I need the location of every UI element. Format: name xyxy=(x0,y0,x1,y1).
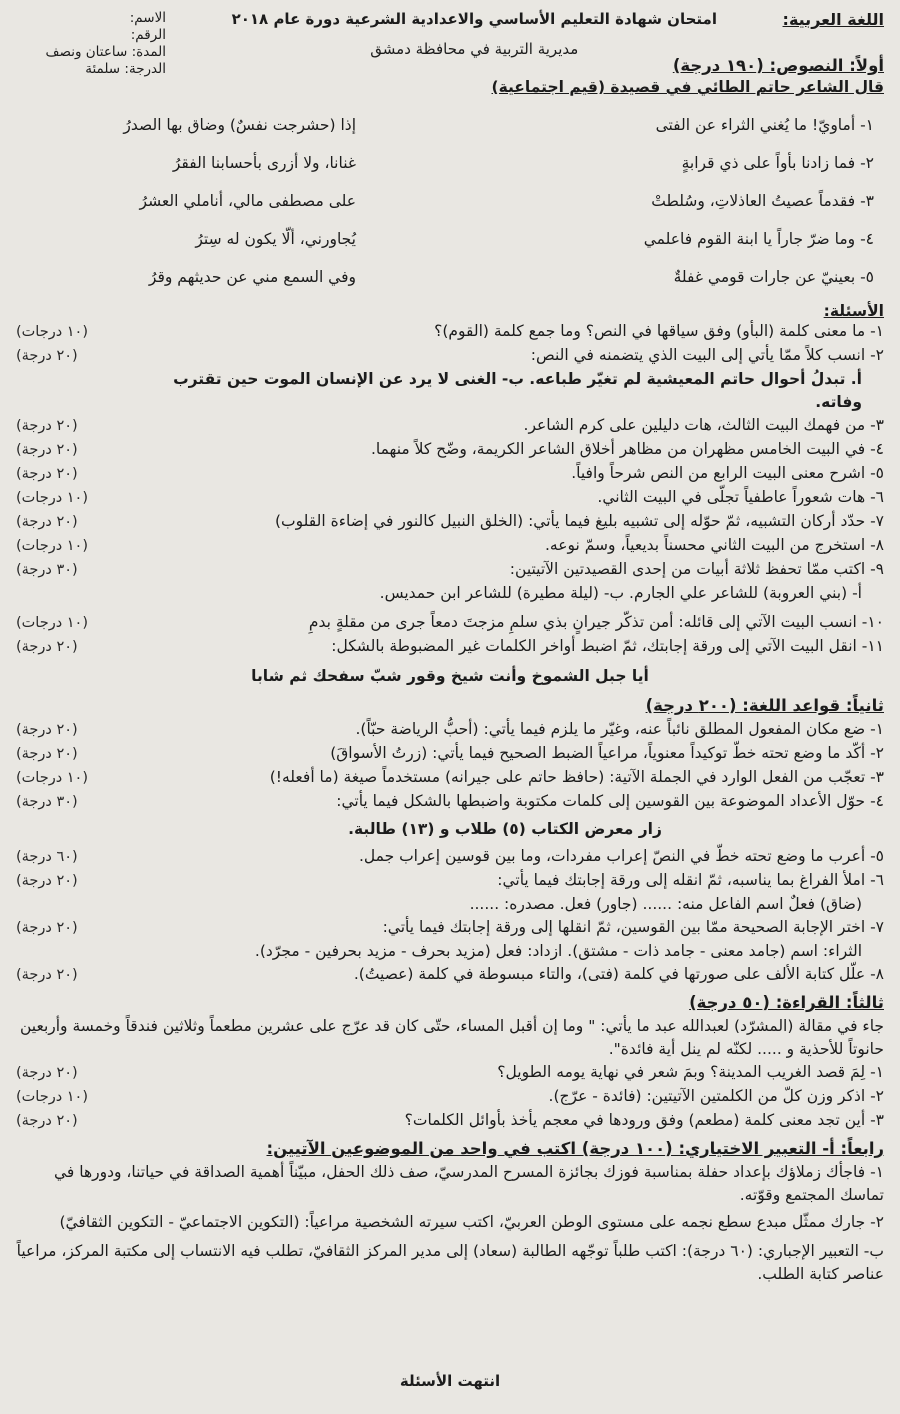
question-mark: (٢٠ درجة) xyxy=(16,348,78,364)
question-mark: (٢٠ درجة) xyxy=(16,639,78,655)
question-mark: (٢٠ درجة) xyxy=(16,466,78,482)
question: ٥- أعرب ما وضع تحته خطّ في النصّ إعراب مفردات، وما بين قوسين إعراب جمل. xyxy=(358,847,884,865)
verse-first-half: ٥- بعينيّ عن جارات قومي غفلةٌ xyxy=(673,268,874,286)
question-mark: (١٠ درجات) xyxy=(16,490,89,506)
question: ١١- انقل البيت الآتي إلى ورقة إجابتك، ثمّ اضبط أواخر الكلمات غير المضبوطة بالشكل: xyxy=(331,637,884,655)
question-mark: (١٠ درجات) xyxy=(16,770,89,786)
final-verse: أيا جبل الشموخ وأنت شيخ وقور شبّ سفحك ثم شابا xyxy=(251,667,649,685)
question-mark: (٢٠ درجة) xyxy=(16,1113,78,1129)
section3-title: ثالثاً: القراءة: (٥٠ درجة) xyxy=(689,993,884,1012)
question-mark: (٢٠ درجة) xyxy=(16,514,78,530)
question: ٣- أين تجد معنى كلمة (مطعم) وفق ورودها في معجم يأخذ بأوائل الكلمات؟ xyxy=(404,1111,884,1129)
section1-intro: قال الشاعر حاتم الطائي في قصيدة (قيم اجتماعية) xyxy=(491,78,884,96)
verse xyxy=(26,220,874,258)
section1-questions xyxy=(16,320,884,659)
subject-block xyxy=(783,10,884,30)
field-duration: المدة: ساعتان ونصف xyxy=(45,44,167,60)
verse-second-half: غنانا، ولا أزرى بأحسابنا الفقرُ xyxy=(172,154,356,172)
verse-second-half: على مصطفى مالي، أناملي العشرُ xyxy=(139,192,356,210)
verse-first-half: ٤- وما ضرّ جاراً يا ابنة القوم فاعلمي xyxy=(643,230,874,248)
question: ٦- هات شعوراً عاطفياً تجلّى في البيت الثاني. xyxy=(597,488,884,506)
field-mark: الدرجة: سلمئة xyxy=(85,61,167,77)
question: ٨- استخرج من البيت الثاني محسناً بديعياً، وسمّ نوعه. xyxy=(544,536,884,554)
question-mark: (٦٠ درجة) xyxy=(16,849,78,865)
mandatory-essay: ب- التعبير الإجباري: (٦٠ درجة): اكتب طلباً توجّهه الطالبة (سعاد) إلى مدير المركز الثقافيّ، تطلب فيه الانتساب إلى مكتبة المركز، مراعياً عناصر كتابة الطلب. xyxy=(16,1242,884,1283)
verse-second-half: إذا (حشرجت نفسٌ) وضاق بها الصدرُ xyxy=(123,116,356,134)
title-block xyxy=(232,10,717,58)
question-mark: (١٠ درجات) xyxy=(16,615,89,631)
question-mark: (١٠ درجات) xyxy=(16,324,89,340)
question-sub: أ- (بني العروبة) للشاعر علي الجارم. ب- (ليلة مطيرة) للشاعر ابن حمديس. xyxy=(379,584,862,602)
directorate: مديرية التربية في محافظة دمشق xyxy=(370,40,579,58)
section1-title: أولاً: النصوص: (١٩٠ درجة) xyxy=(672,56,884,75)
poem xyxy=(26,106,874,296)
verse xyxy=(26,106,874,144)
verse xyxy=(26,258,874,296)
question-mark: (١٠ درجات) xyxy=(16,538,89,554)
question-sub: أ. تبدلُ أحوال حاتم المعيشية لم تغيّر طباعه. ب- الغنى لا يرد عن الإنسان الموت حين تقترب وفاته. xyxy=(173,370,862,411)
question-mark: (٣٠ درجة) xyxy=(16,794,78,810)
question: ٨- علّل كتابة الألف على صورتها في كلمة (فتى)، والتاء مبسوطة في كلمة (عصيتُ). xyxy=(353,965,884,983)
question: ٦- املأ الفراغ بما يناسبه، ثمّ انقله إلى ورقة إجابتك فيما يأتي: xyxy=(497,871,884,889)
question-mark: (٢٠ درجة) xyxy=(16,1065,78,1081)
verse-first-half: ١- أماويّ! ما يُغني الثراء عن الفتى xyxy=(655,116,874,134)
question-mark: (١٠ درجات) xyxy=(16,1089,89,1105)
question: ٤- في البيت الخامس مظهران من مظاهر أخلاق الشاعر الكريمة، وضّح كلاً منهما. xyxy=(370,440,884,458)
question-mark: (٣٠ درجة) xyxy=(16,562,78,578)
exam-title: امتحان شهادة التعليم الأساسي والاعدادية الشرعية دورة عام ٢٠١٨ xyxy=(231,10,717,28)
reading-passage: جاء في مقالة (المشرّد) لعبدالله عبد ما يأتي: " وما إن أقبل المساء، حتّى كان قد عرّج على عشرين مطعماً وثلاثين فندقاً وخمسة وأربعين حانوتاً للأحذية و ..... لكنّه لم ينل أية فائدة". xyxy=(20,1017,884,1058)
question: ٩- اكتب ممّا تحفظ ثلاثة أبيات من إحدى القصيدتين الآتيتين: xyxy=(509,560,884,578)
verse-second-half: وفي السمع مني عن حديثهم وقرُ xyxy=(148,268,356,286)
section2-questions xyxy=(16,718,884,987)
question: ٣- تعجّب من الفعل الوارد في الجملة الآتية: (حافظ حاتم على جيرانه) مستخدماً صيغة (ما أفعله!) xyxy=(269,768,884,786)
question-mark: (٢٠ درجة) xyxy=(16,722,78,738)
question: ٤- حوّل الأعداد الموضوعة بين القوسين إلى كلمات مكتوبة واضبطها بالشكل فيما يأتي: xyxy=(336,792,884,810)
question: ٣- من فهمك البيت الثالث، هات دليلين على كرم الشاعر. xyxy=(523,416,884,434)
question-mark: (٢٠ درجة) xyxy=(16,418,78,434)
essay-topic: ٢- جارك ممثّل مبدع سطع نجمه على مستوى الوطن العربيّ، اكتب سيرته الشخصية مراعياً: (التكوين الاجتماعيّ - التكوين الثقافيّ) xyxy=(59,1213,884,1231)
question-mark: (٢٠ درجة) xyxy=(16,873,78,889)
question: ١- لِمَ قصد الغريب المدينة؟ وبمَ شعر في نهاية يومه الطويل؟ xyxy=(497,1063,884,1081)
question: ٢- اذكر وزن كلّ من الكلمتين الآتيتين: (فائدة - عرّج). xyxy=(548,1087,884,1105)
question-sub: (ضاق) فعلٌ اسم الفاعل منه: ...... (جاور) فعل. مصدره: ...... xyxy=(469,895,862,913)
question: ٢- أكّد ما وضع تحته خطّ توكيداً معنوياً، مراعياً الضبط الصحيح فيما يأتي: (زرتُ الأسواقَ) xyxy=(330,744,884,762)
field-name: الاسم: xyxy=(129,10,167,26)
question: ٧- اختر الإجابة الصحيحة ممّا بين القوسين، ثمّ انقلها إلى ورقة إجابتك فيما يأتي: xyxy=(382,918,884,936)
question: ٧- حدّد أركان التشبيه، ثمّ حوّله إلى تشبيه بليغ فيما يأتي: (الخلق النبيل كالنور في إضاءة القلوب) xyxy=(275,512,884,530)
question: ٢- انسب كلاً ممّا يأتي إلى البيت الذي يتضمنه في النص: xyxy=(530,346,884,364)
section3-questions xyxy=(16,1061,884,1133)
question: ١٠- انسب البيت الآتي إلى قائله: أمن تذكّر جيرانٍ بذي سلمِ مزجتَ دمعاً جرى من مقلةٍ بدمِ xyxy=(308,613,884,631)
question: ١- ضع مكان المفعول المطلق نائباً عنه، وغيّر ما يلزم فيما يأتي: (أحبُّ الرياضة حبّاً). xyxy=(355,720,884,738)
question: ١- ما معنى كلمة (البأو) وفق سياقها في النص؟ وما جمع كلمة (القوم)؟ xyxy=(434,322,884,340)
question-sub: زار معرض الكتاب (٥) طلاب و (١٣) طالبة. xyxy=(348,820,662,838)
question: ٥- اشرح معنى البيت الرابع من النص شرحاً وافياً. xyxy=(571,464,884,482)
verse xyxy=(26,182,874,220)
section2-title: ثانياً: قواعد اللغة: (٢٠٠ درجة) xyxy=(645,696,884,715)
field-number: الرقم: xyxy=(130,27,167,43)
question-mark: (٢٠ درجة) xyxy=(16,442,78,458)
verse-first-half: ٣- فقدماً عصيتُ العاذلاتِ، وسُلطتْ xyxy=(651,192,874,210)
questions-label: الأسئلة: xyxy=(823,302,884,320)
verse xyxy=(26,144,874,182)
student-fields xyxy=(16,10,166,78)
verse-second-half: يُجاورني، ألّا يكون له سِترُ xyxy=(195,230,356,248)
question-mark: (٢٠ درجة) xyxy=(16,746,78,762)
subject-label: اللغة العربية: xyxy=(782,10,884,29)
section4-title: رابعاً: أ- التعبير الاختياري: (١٠٠ درجة) اكتب في واحد من الموضوعين الآتيين: xyxy=(266,1139,884,1158)
footer-end: انتهت الأسئلة xyxy=(399,1372,501,1390)
question-mark: (٢٠ درجة) xyxy=(16,920,78,936)
essay-topic: ١- فاجأك زملاؤك بإعداد حفلة بمناسبة فوزك بجائزة المسرح المدرسيّ، صف ذلك الحفل، مبيّناً أهمية الصداقة في حياتنا، ودورها في تماسك المجتمع وقوّته. xyxy=(53,1163,884,1204)
verse-first-half: ٢- فما زادنا بأواً على ذي قرابةٍ xyxy=(681,154,874,172)
question-sub: الثراء: اسم (جامد معنى - جامد ذات - مشتق). ازداد: فعل (مزيد بحرف - مزيد بحرفين - مجرّد). xyxy=(254,942,862,960)
question-mark: (٢٠ درجة) xyxy=(16,967,78,983)
